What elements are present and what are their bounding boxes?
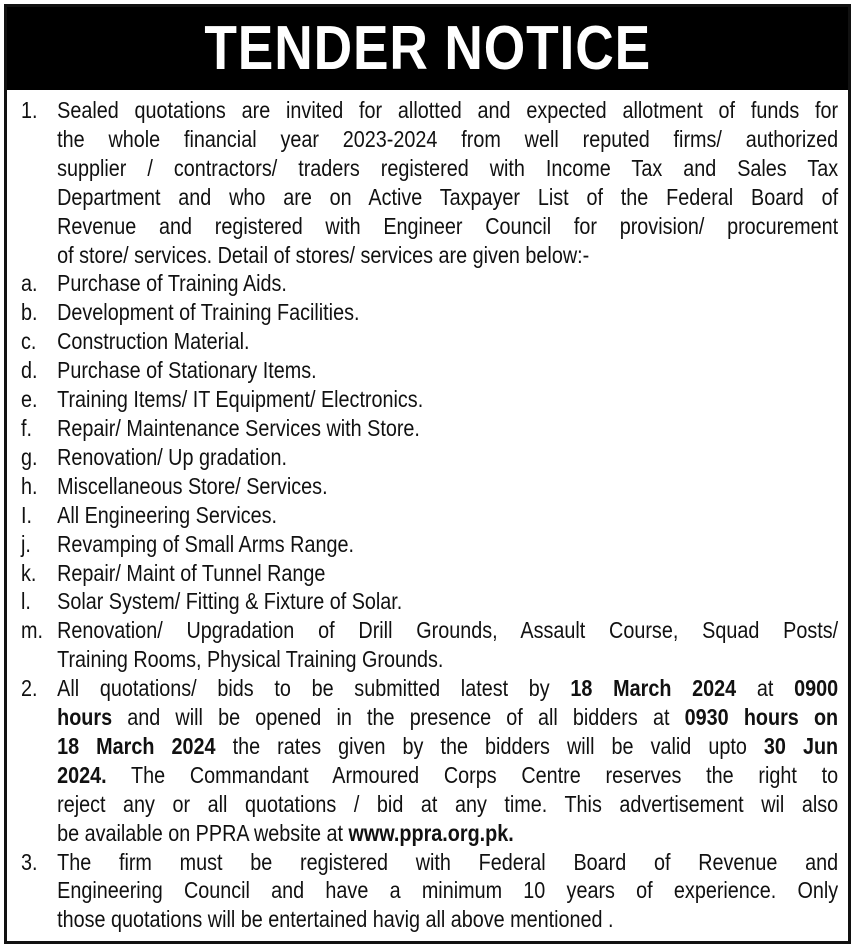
text-run: be available on PPRA website at (57, 819, 349, 846)
paragraph-2 (21, 674, 838, 847)
opening-time: 0930 hours on (684, 704, 839, 731)
list-item (21, 269, 838, 298)
notice-body (7, 90, 848, 934)
item-marker: m. (21, 617, 43, 644)
list-item (21, 385, 838, 414)
item-text: Renovation/ Up gradation. (57, 443, 287, 470)
notice-title: TENDER NOTICE (204, 14, 651, 83)
paragraph-line: The firm must be registered with Federal Board of Revenue and (57, 848, 839, 875)
item-text: Purchase of Stationary Items. (57, 357, 317, 384)
item-text: Development of Training Facilities. (57, 299, 360, 326)
paragraph-line (57, 674, 838, 703)
item-marker: b. (21, 299, 38, 326)
item-text: Repair/ Maintenance Services with Store. (57, 414, 420, 441)
item-text: Training Rooms, Physical Training Grounds. (57, 646, 444, 673)
submission-time: 0900 (794, 675, 839, 702)
notice-content (21, 96, 838, 934)
paragraph-line: Sealed quotations are invited for allotted and expected allotment of funds for (57, 97, 839, 123)
item-marker: j. (21, 530, 31, 557)
item-text: Renovation/ Upgradation of Drill Grounds, Assault Course, Squad Posts/ (57, 617, 839, 644)
paragraph-line: supplier / contractors/ traders registered with Income Tax and Sales Tax (57, 154, 839, 181)
item-text: Training Items/ IT Equipment/ Electronics. (57, 386, 424, 413)
paragraph-line: Revenue and registered with Engineer Council for provision/ procurement (57, 212, 839, 239)
list-item (21, 559, 838, 588)
paragraph-line: those quotations will be entertained havig all above mentioned . (57, 906, 614, 933)
item-marker: l. (21, 588, 31, 615)
item-text: Revamping of Small Arms Range. (57, 530, 354, 557)
item-text: All Engineering Services. (57, 501, 278, 528)
paragraph-line: of store/ services. Detail of stores/ services are given below:- (57, 241, 590, 268)
paragraph-marker: 1. (21, 97, 38, 123)
list-item (21, 443, 838, 472)
paragraph-line: reject any or all quotations / bid at any time. This advertisement wil also (57, 790, 839, 817)
list-item (21, 327, 838, 356)
list-item (21, 587, 838, 616)
validity-year: 2024. (57, 761, 107, 788)
list-item (21, 530, 838, 559)
list-item (21, 472, 838, 501)
paragraph-line: Department and who are on Active Taxpayer List of the Federal Board of (57, 183, 839, 210)
paragraph-line (57, 703, 838, 732)
paragraph-marker: 2. (21, 675, 38, 702)
text-run: and will be opened in the presence of all bidders at (112, 704, 685, 731)
paragraph-line: the whole financial year 2023-2024 from well reputed firms/ authorized (57, 125, 839, 152)
paragraph-3 (21, 848, 838, 935)
item-marker: k. (21, 559, 37, 586)
item-marker: e. (21, 386, 38, 413)
text-run: All quotations/ bids to be submitted latest by (57, 675, 571, 702)
item-marker: f. (21, 414, 32, 441)
item-text: Miscellaneous Store/ Services. (57, 472, 328, 499)
text-run: at (736, 675, 795, 702)
item-text: Purchase of Training Aids. (57, 270, 287, 297)
list-item (21, 414, 838, 443)
paragraph-1 (21, 96, 838, 269)
submission-date: 18 March 2024 (570, 675, 737, 702)
item-text: Construction Material. (57, 328, 250, 355)
item-marker: d. (21, 357, 38, 384)
submission-time-unit: hours (57, 704, 113, 731)
text-run: the rates given by the bidders will be valid upto (215, 732, 764, 759)
paragraph-line: Engineering Council and have a minimum 10 years of experience. Only (57, 877, 839, 904)
text-run: The Commandant Armoured Corps Centre reserves the right to (106, 761, 839, 788)
item-marker: a. (21, 270, 38, 297)
item-text: Repair/ Maint of Tunnel Range (57, 559, 326, 586)
paragraph-line (57, 761, 838, 790)
item-text: Solar System/ Fitting & Fixture of Solar. (57, 588, 403, 615)
tender-notice (4, 4, 851, 944)
ppra-website-link[interactable]: www.ppra.org.pk. (348, 819, 514, 846)
item-marker: h. (21, 472, 38, 499)
paragraph-line (57, 732, 838, 761)
item-marker: I. (21, 501, 32, 528)
validity-date: 30 Jun (763, 732, 839, 759)
list-item (21, 356, 838, 385)
item-marker: g. (21, 443, 38, 470)
list-item-m (21, 616, 838, 674)
list-item (21, 298, 838, 327)
opening-date: 18 March 2024 (57, 732, 216, 759)
list-item (21, 501, 838, 530)
item-marker: c. (21, 328, 37, 355)
paragraph-marker: 3. (21, 848, 38, 875)
paragraph-line (57, 819, 838, 848)
title-banner (7, 7, 848, 90)
